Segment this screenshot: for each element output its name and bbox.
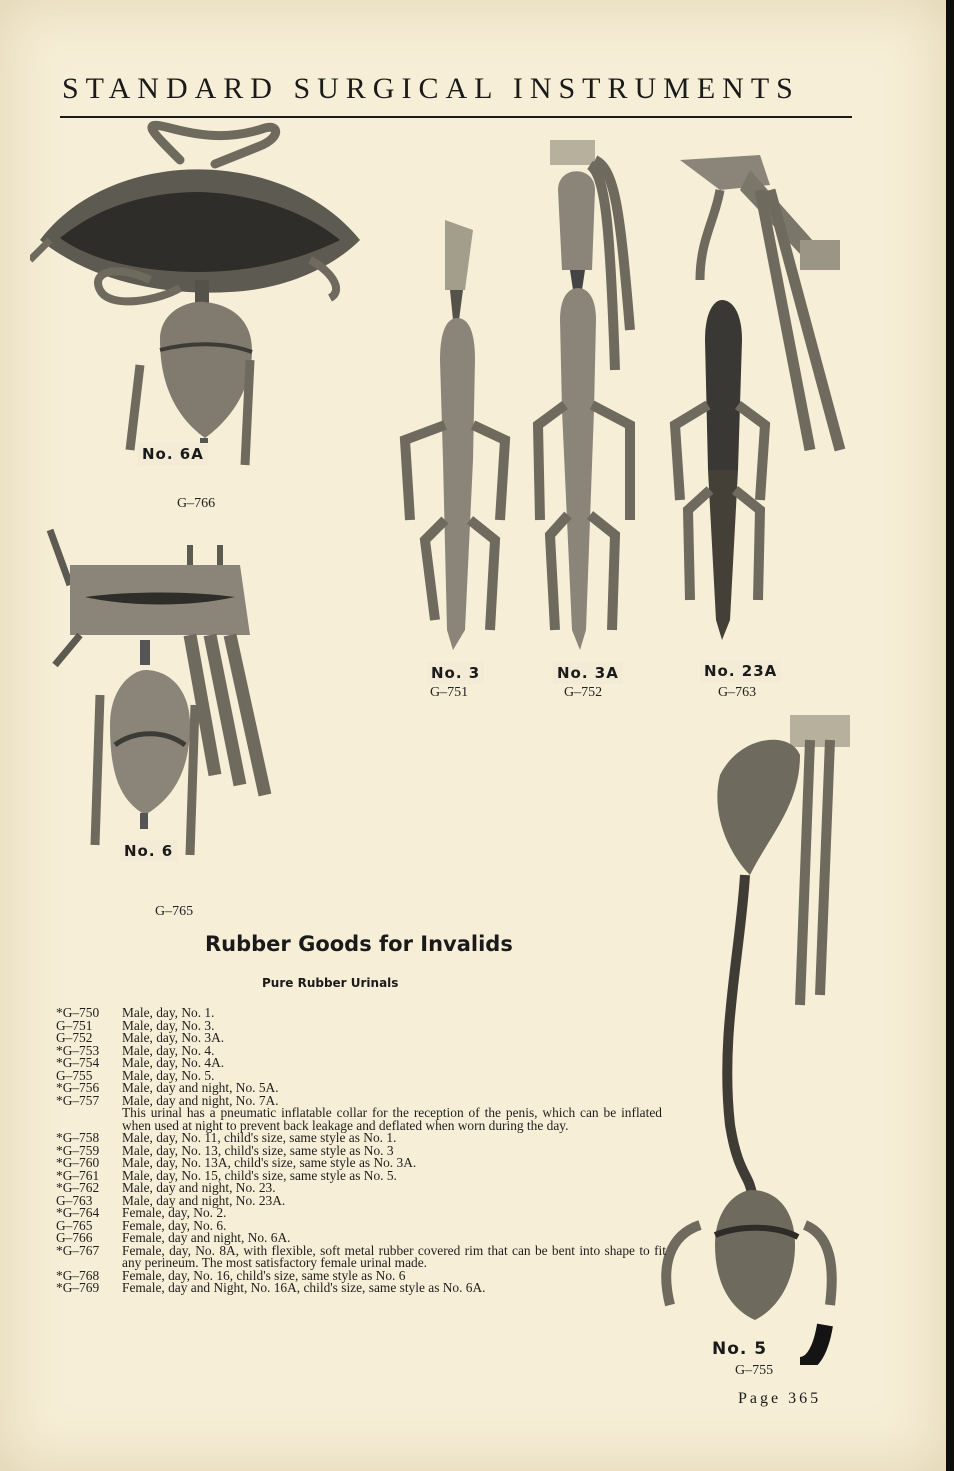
list-item: *G–762 Male, day and night, No. 23. — [56, 1180, 276, 1195]
figure-label-no-23a: No. 23A — [700, 660, 781, 682]
figure-code-g755: G–755 — [735, 1363, 774, 1378]
page-number: Page 365 — [738, 1390, 822, 1407]
urinal-no-3a-photo — [520, 130, 660, 660]
urinal-no-3-photo — [395, 210, 525, 660]
product-list — [56, 1007, 666, 1295]
figure-label-no-3: No. 3 — [427, 662, 484, 684]
list-item: *G–767 Female, day, No. 8A, with flexible, soft metal rubber covered rim that can be bent into shape to fit any perineum. The most satisfactory female urinal made. — [56, 1242, 666, 1270]
section-title: Rubber Goods for Invalids — [205, 932, 513, 956]
figure-label-no-3a: No. 3A — [553, 662, 623, 684]
urinal-no-6-photo — [40, 525, 280, 885]
figure-code-g766: G–766 — [177, 496, 216, 511]
urinal-no-6a-photo — [30, 120, 370, 490]
list-item: *G–759 Male, day, No. 13, child's size, same style as No. 3 — [56, 1142, 394, 1158]
figure-code-g751: G–751 — [430, 685, 469, 700]
list-item: *G–753 Male, day, No. 4. — [56, 1042, 215, 1058]
list-item: *G–758 Male, day, No. 11, child's size, same style as No. 1. — [56, 1130, 397, 1145]
list-item: *G–769 Female, day and Night, No. 16A, child's size, same style as No. 6A. — [56, 1280, 486, 1295]
list-item: *G–768 Female, day, No. 16, child's size, same style as No. 6 — [56, 1267, 406, 1283]
header-rule — [60, 116, 852, 118]
list-item: *G–750 Male, day, No. 1. — [56, 1005, 215, 1020]
list-item: G–766 Female, day and night, No. 6A. — [56, 1230, 291, 1245]
list-item: G–765 Female, day, No. 6. — [56, 1217, 227, 1233]
section-subtitle: Pure Rubber Urinals — [262, 976, 399, 990]
urinal-no-5-photo — [660, 705, 880, 1365]
book-spine-edge — [946, 0, 954, 1471]
list-item: *G–760 Male, day, No. 13A, child's size, same style as No. 3A. — [56, 1155, 417, 1170]
figure-code-g765: G–765 — [155, 904, 194, 919]
list-item: *G–756 Male, day and night, No. 5A. — [56, 1080, 279, 1095]
list-item: G–751 Male, day, No. 3. — [56, 1017, 215, 1033]
page-header: STANDARD SURGICAL INSTRUMENTS — [62, 72, 800, 105]
collar-note: This urinal has a pneumatic inflatable collar for the reception of the penis, which can be inflated when used at night to prevent back leakage and deflated when worn during the day. — [122, 1105, 662, 1133]
urinal-no-23a-photo — [660, 150, 860, 660]
figure-label-no-6: No. 6 — [120, 840, 177, 862]
figure-code-g752: G–752 — [564, 685, 603, 700]
list-item: G–755 Male, day, No. 5. — [56, 1067, 215, 1083]
figure-code-g763: G–763 — [718, 685, 757, 700]
list-item: *G–761 Male, day, No. 15, child's size, same style as No. 5. — [56, 1167, 397, 1183]
figure-label-no-6a: No. 6A — [138, 443, 208, 465]
list-item: *G–754 Male, day, No. 4A. — [56, 1055, 225, 1070]
list-item: G–752 Male, day, No. 3A. — [56, 1030, 225, 1045]
list-item: *G–764 Female, day, No. 2. — [56, 1205, 227, 1220]
list-item: *G–757 Male, day and night, No. 7A. — [56, 1092, 279, 1108]
figure-label-no-5: No. 5 — [712, 1339, 768, 1359]
list-item: G–763 Male, day and night, No. 23A. — [56, 1192, 286, 1208]
